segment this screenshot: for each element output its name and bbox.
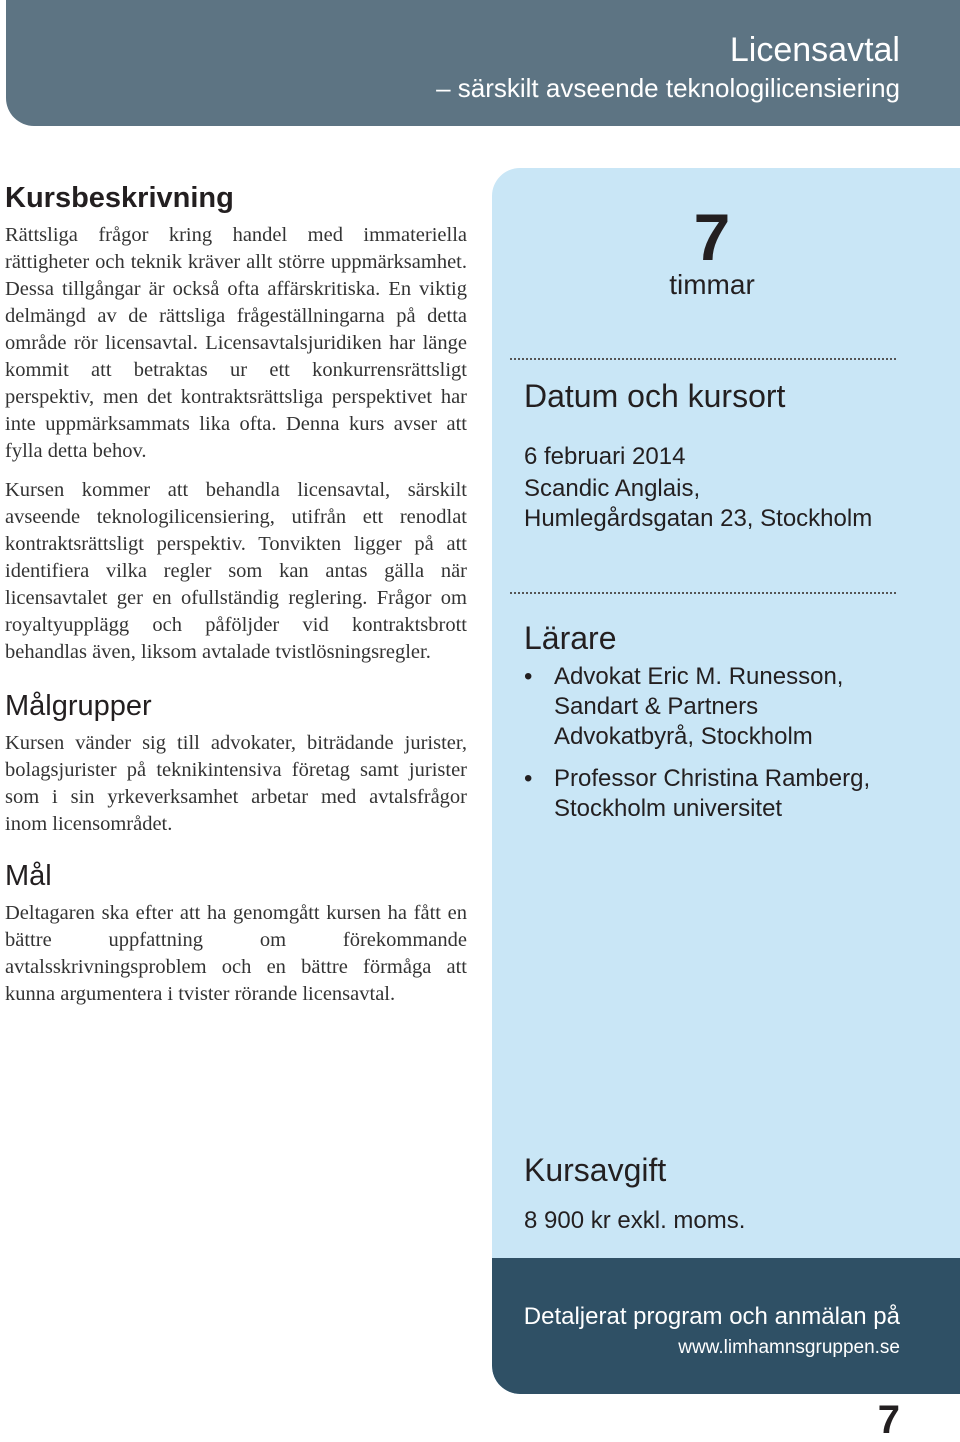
- registration-link[interactable]: www.limhamnsgruppen.se: [678, 1337, 900, 1358]
- page-number: 7: [877, 1398, 900, 1442]
- info-sidebar: [492, 168, 960, 1394]
- header-banner: [6, 0, 960, 126]
- date-location-heading: Datum och kursort: [524, 378, 786, 414]
- fee-heading: Kursavgift: [524, 1152, 667, 1188]
- bullet-icon: •: [524, 663, 533, 690]
- document-title: Licensavtal: [729, 31, 900, 69]
- goal-heading: Mål: [5, 860, 52, 892]
- left-column: [5, 180, 467, 1020]
- document-subtitle: – särskilt avseende teknologilicensiering: [436, 73, 900, 103]
- target-group-paragraph: Kursen vänder sig till advokater, biträdande jurister, bolagsjurister på teknikintensiva företag samt jurister som i sin yrkeverksamhet arbetar med avtalsfrågor inom licensområdet.: [5, 732, 467, 835]
- divider: [510, 358, 896, 360]
- teachers-list: [524, 662, 944, 836]
- list-item: [524, 764, 944, 824]
- divider: [510, 592, 896, 594]
- duration-unit: timmar: [669, 269, 755, 300]
- target-group-heading: Målgrupper: [5, 690, 152, 722]
- registration-band: [492, 1258, 960, 1394]
- course-description-paragraph-1: Rättsliga frågor kring handel med immateriella rättigheter och teknik kräver allt större uppmärksamhet. Dessa tillgångar är också ofta affärskritiska. En viktig delmängd av de rättsliga frågeställningarna på detta område rör licensavtal. Licensavtalsjuridiken har länge kommit att betraktas ur ett konkurrensrättsligt perspektiv, men det kontraktsrättsliga perspektivet har inte uppmärksammats lika ofta. Denna kurs avser att fylla detta behov.: [5, 224, 467, 462]
- list-item: [524, 662, 944, 752]
- course-description-paragraph-2: Kursen kommer att behandla licensavtal, särskilt avseende teknologilicensiering, utifrån ett renodlat kontraktsrättsligt perspektiv. Tonvikten ligger på att identifiera vilka regler som kan antas gälla när licensavtalet ger en ofullständig reglering. Frågor om royaltyupplägg och påföljder vid kontraktsbrott behandlas även, liksom avtalade tvistlösningsregler.: [5, 479, 467, 663]
- teacher-line: Sandart & Partners: [554, 693, 759, 720]
- teacher-line: Advokatbyrå, Stockholm: [554, 723, 813, 750]
- registration-text: Detaljerat program och anmälan på: [523, 1303, 900, 1330]
- teacher-line: Professor Christina Ramberg,: [554, 765, 871, 792]
- fee-amount: 8 900 kr exkl. moms.: [524, 1207, 746, 1234]
- teacher-line: Stockholm universitet: [554, 795, 783, 822]
- course-date: 6 februari 2014: [524, 443, 686, 470]
- venue-address: Humlegårdsgatan 23, Stockholm: [524, 505, 873, 532]
- teacher-line: Advokat Eric M. Runesson,: [554, 663, 844, 690]
- goal-paragraph: Deltagaren ska efter att ha genomgått kursen ha fått en bättre uppfattning om förekommande avtalsskrivningsproblem och en bättre förmåga att kunna argumentera i tvister rörande licensavtal.: [5, 902, 467, 1005]
- course-description-heading: Kursbeskrivning: [5, 182, 234, 214]
- teachers-heading: Lärare: [524, 620, 617, 656]
- duration-hours: 7: [693, 200, 731, 274]
- venue-name: Scandic Anglais,: [524, 475, 701, 502]
- bullet-icon: •: [524, 765, 533, 792]
